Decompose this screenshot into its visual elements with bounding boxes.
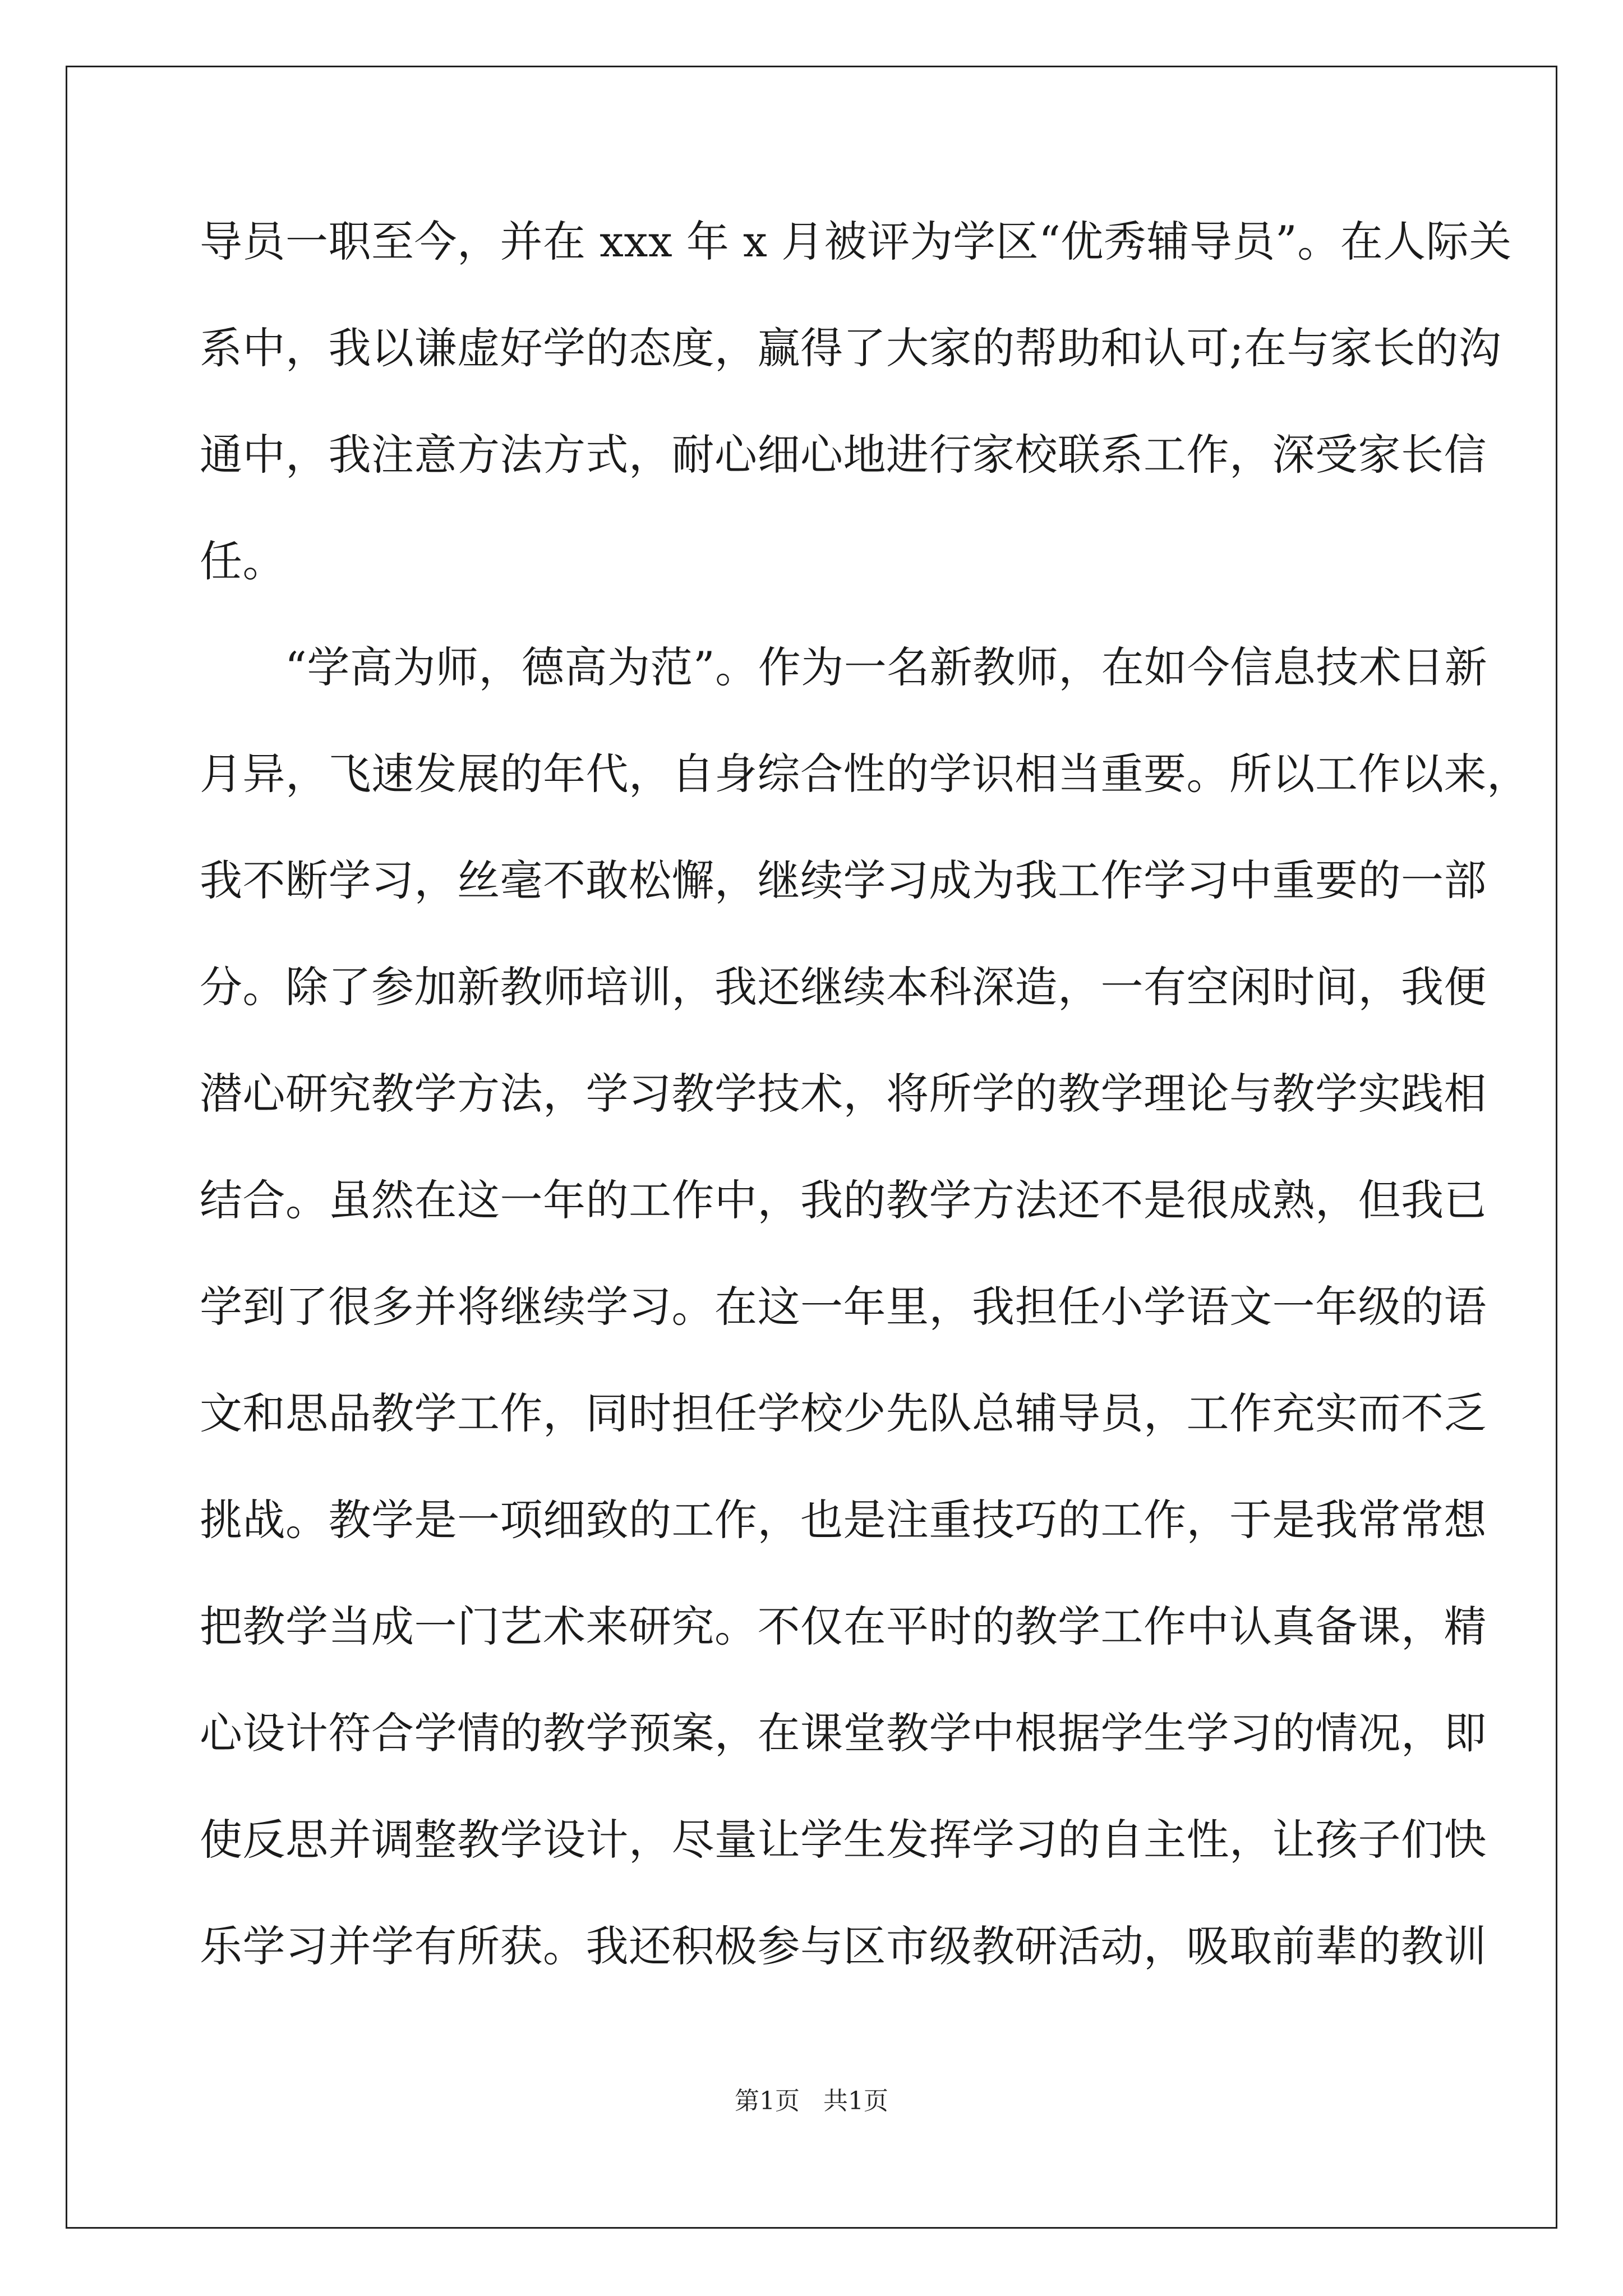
page-border	[66, 66, 1557, 2229]
page-number: 第1页	[735, 2087, 800, 2115]
paragraph-line: 分。除了参加新教师培训，我还继续本科深造，一有空闲时间，我便	[200, 962, 1487, 1012]
paragraph-line: 把教学当成一门艺术来研究。不仅在平时的教学工作中认真备课，精	[200, 1602, 1487, 1651]
paragraph-line: 我不断学习，丝毫不敢松懈，继续学习成为我工作学习中重要的一部	[200, 855, 1487, 905]
paragraph-line: 通中，我注意方法方式，耐心细心地进行家校联系工作，深受家长信	[200, 430, 1487, 480]
paragraph-line: 乐学习并学有所获。我还积极参与区市级教研活动，吸取前辈的教训	[200, 1921, 1487, 1971]
paragraph-line: 学到了很多并将继续学习。在这一年里，我担任小学语文一年级的语	[200, 1282, 1487, 1332]
paragraph-line: 月异，飞速发展的年代，自身综合性的学识相当重要。所以工作以来，	[200, 749, 1530, 799]
paragraph-line: 导员一职至今，并在 xxx 年 x 月被评为学区“优秀辅导员”。在人际关	[200, 217, 1512, 266]
paragraph-line: 使反思并调整教学设计，尽量让学生发挥学习的自主性，让孩子们快	[200, 1815, 1487, 1865]
paragraph-line: 文和思品教学工作，同时担任学校少先队总辅导员，工作充实而不乏	[200, 1388, 1487, 1438]
paragraph-line: 心设计符合学情的教学预案，在课堂教学中根据学生学习的情况，即	[200, 1708, 1487, 1758]
paragraph-line: 潜心研究教学方法，学习教学技术，将所学的教学理论与教学实践相	[200, 1069, 1487, 1119]
paragraph-line: 挑战。教学是一项细致的工作，也是注重技巧的工作，于是我常常想	[200, 1495, 1487, 1545]
paragraph-line: 系中，我以谦虚好学的态度，赢得了大家的帮助和认可;在与家长的沟	[200, 323, 1502, 373]
paragraph-line: 结合。虽然在这一年的工作中，我的教学方法还不是很成熟，但我已	[200, 1175, 1487, 1225]
paragraph-line: “学高为师，德高为范”。作为一名新教师，在如今信息技术日新	[285, 642, 1488, 692]
page-footer	[0, 2086, 1623, 2117]
page-total: 共1页	[823, 2087, 888, 2115]
paragraph-line: 任。	[200, 536, 285, 586]
